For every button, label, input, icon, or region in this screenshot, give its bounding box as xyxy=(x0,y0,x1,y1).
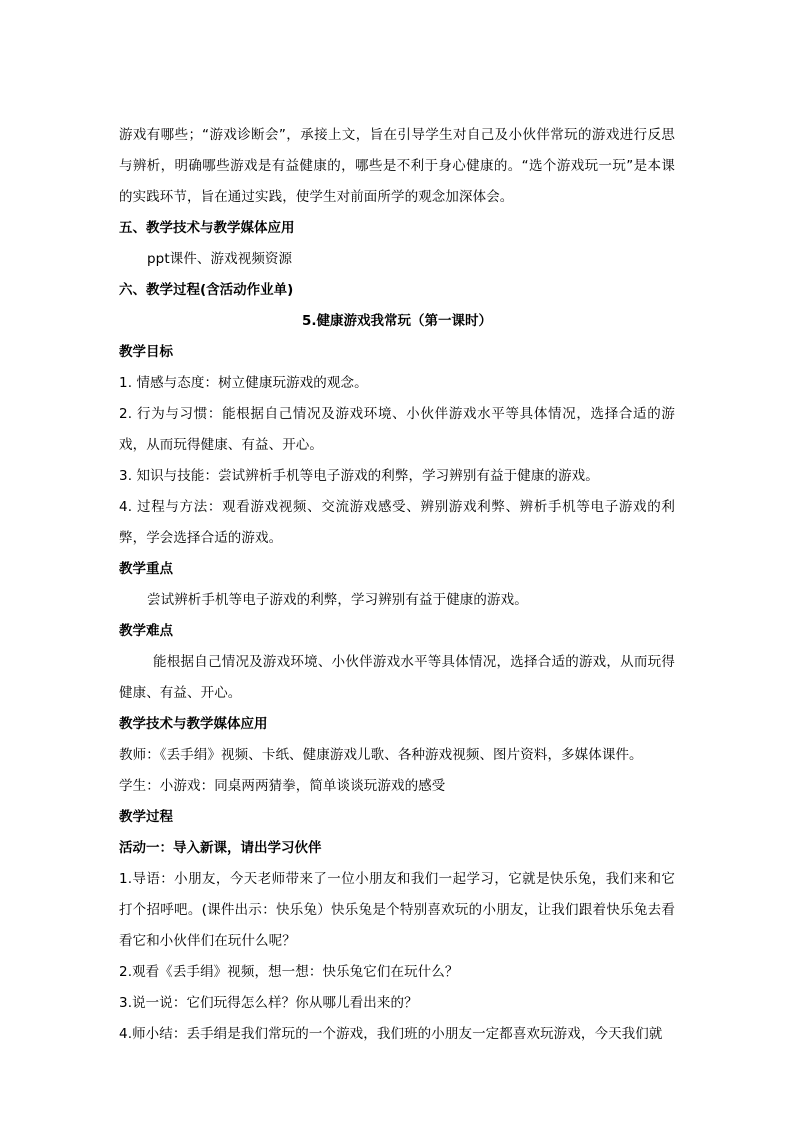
objective-item: 1. 情感与态度：树立健康玩游戏的观念。 xyxy=(119,375,368,391)
difficulties-content: 能根据自己情况及游戏环境、小伙伴游戏水平等具体情况，选择合适的游戏，从而玩得健康、有益、开心。 xyxy=(119,654,675,701)
process-heading: 教学过程 xyxy=(119,809,173,825)
objective-item: 3. 知识与技能：尝试辨析手机等电子游戏的利弊，学习辨别有益于健康的游戏。 xyxy=(119,468,599,484)
section5-content: ppt课件、游戏视频资源 xyxy=(147,251,293,267)
media-heading: 教学技术与教学媒体应用 xyxy=(119,716,268,732)
objectives-heading: 教学目标 xyxy=(119,344,173,360)
objective-item: 4. 过程与方法：观看游戏视频、交流游戏感受、辨别游戏利弊、辨析手机等电子游戏的利弊，学会选择合适的游戏。 xyxy=(119,499,675,546)
media-student: 学生：小游戏：同桌两两猜拳，简单谈谈玩游戏的感受 xyxy=(119,778,446,794)
process-step: 4.师小结：丢手绢是我们常玩的一个游戏，我们班的小朋友一定都喜欢玩游戏，今天我们就 xyxy=(119,1026,663,1042)
process-step: 3.说一说：它们玩得怎么样？你从哪儿看出来的？ xyxy=(119,995,418,1011)
objective-item: 2. 行为与习惯：能根据自己情况及游戏环境、小伙伴游戏水平等具体情况，选择合适的游戏，从而玩得健康、有益、开心。 xyxy=(119,406,675,453)
media-teacher: 教师：《丢手绢》视频、卡纸、健康游戏儿歌、各种游戏视频、图片资料，多媒体课件。 xyxy=(119,747,643,763)
section5-heading: 五、教学技术与教学媒体应用 xyxy=(119,220,295,236)
document-page xyxy=(119,120,675,1050)
process-step: 2.观看《丢手绢》视频，想一想：快乐兔它们在玩什么？ xyxy=(119,964,459,980)
key-points-heading: 教学重点 xyxy=(119,561,173,577)
lesson-title: 5.健康游戏我常玩（第一课时） xyxy=(301,313,493,329)
difficulties-heading: 教学难点 xyxy=(119,623,173,639)
key-points-content: 尝试辨析手机等电子游戏的利弊，学习辨别有益于健康的游戏。 xyxy=(147,592,528,608)
section6-heading: 六、教学过程(含活动作业单) xyxy=(119,282,294,298)
activity1-heading: 活动一：导入新课，请出学习伙伴 xyxy=(119,840,322,856)
process-step: 1.导语：小朋友，今天老师带来了一位小朋友和我们一起学习，它就是快乐兔，我们来和它打个招呼吧。(课件出示：快乐兔）快乐兔是个特别喜欢玩的小朋友，让我们跟着快乐兔去看看它和小伙伴们在玩什么呢？ xyxy=(119,871,675,949)
intro-paragraph: 游戏有哪些；“游戏诊断会”，承接上文，旨在引导学生对自己及小伙伴常玩的游戏进行反思与辨析，明确哪些游戏是有益健康的，哪些是不利于身心健康的。“选个游戏玩一玩”是本课的实践环节，旨在通过实践，使学生对前面所学的观念加深体会。 xyxy=(119,127,675,205)
